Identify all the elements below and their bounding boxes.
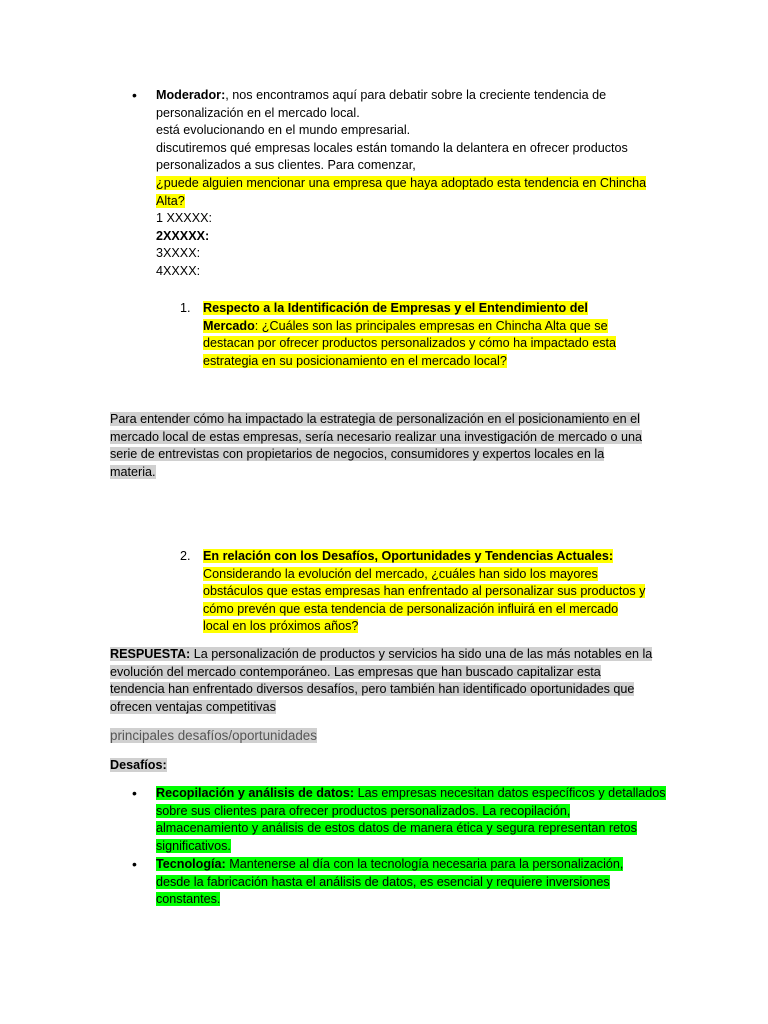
moderator-text: personalización en el mercado local. bbox=[156, 105, 360, 120]
moderator-question: ¿puede alguien mencionar una empresa que haya adoptado esta tendencia en Chincha bbox=[156, 175, 647, 190]
paragraph-line: serie de entrevistas con propietarios de negocios, consumidores y expertos locales en la bbox=[110, 447, 605, 462]
bullet-icon: • bbox=[132, 785, 137, 801]
paragraph-line: materia. bbox=[110, 464, 156, 479]
desafios-heading-text: Desafíos: bbox=[110, 758, 167, 772]
subheading bbox=[110, 727, 317, 745]
bullet-icon: • bbox=[132, 856, 137, 872]
desafios-heading bbox=[110, 757, 167, 775]
section-question: obstáculos que estas empresas han enfrentado al personalizar sus productos y bbox=[203, 584, 646, 599]
section-question: cómo prevén que esta tendencia de personalización influirá en el mercado bbox=[203, 601, 619, 616]
respuesta-block bbox=[110, 646, 670, 716]
respuesta-line: evolución del mercado contemporáneo. Las empresas que han buscado capitalizar esta bbox=[110, 664, 601, 679]
section-number: 2. bbox=[180, 549, 191, 563]
section1-block bbox=[203, 300, 643, 370]
answer-line: 2XXXXX: bbox=[156, 228, 210, 243]
moderator-text: personalizados a sus clientes. Para comenzar, bbox=[156, 158, 416, 173]
desafio-text: Mantenerse al día con la tecnología necesaria para la personalización, bbox=[225, 857, 624, 871]
section-title: En relación con los Desafíos, Oportunidades y Tendencias Actuales: bbox=[203, 549, 614, 563]
section-question: Considerando la evolución del mercado, ¿cuáles han sido los mayores bbox=[203, 566, 598, 581]
desafio-label: Recopilación y análisis de datos: bbox=[156, 786, 355, 800]
section-title: Mercado bbox=[203, 318, 255, 333]
section2-block bbox=[203, 548, 658, 636]
section-title: Respecto a la Identificación de Empresas y el Entendimiento del bbox=[203, 301, 588, 315]
moderator-text: , nos encontramos aquí para debatir sobre la creciente tendencia de bbox=[225, 88, 607, 102]
moderator-block bbox=[156, 87, 676, 281]
desafio-text: Las empresas necesitan datos específicos y detallados bbox=[354, 786, 666, 800]
desafio-text: desde la fabricación hasta el análisis de datos, es esencial y requiere inversiones bbox=[156, 874, 610, 889]
respuesta-line: tendencia han enfrentado diversos desafíos, pero también han identificado oportunidades que bbox=[110, 682, 635, 697]
desafio-text: constantes. bbox=[156, 892, 221, 907]
moderator-label: Moderador: bbox=[156, 88, 226, 102]
paragraph-line: mercado local de estas empresas, sería necesario realizar una investigación de mercado o una bbox=[110, 429, 643, 444]
section-question: estrategia en su posicionamiento en el mercado local? bbox=[203, 353, 507, 368]
respuesta-line: La personalización de productos y servicios ha sido una de las más notables en la bbox=[190, 647, 653, 661]
desafio-label: Tecnología: bbox=[156, 857, 226, 871]
moderator-question: Alta? bbox=[156, 193, 185, 208]
answer-line: 4XXXX: bbox=[156, 263, 201, 278]
paragraph-line: Para entender cómo ha impactado la estrategia de personalización en el posicionamiento en el bbox=[110, 412, 640, 426]
section-question: local en los próximos años? bbox=[203, 619, 359, 634]
moderator-text: está evolucionando en el mundo empresarial. bbox=[156, 123, 411, 138]
paragraph-1 bbox=[110, 411, 670, 481]
respuesta-line: ofrecen ventajas competitivas bbox=[110, 699, 276, 714]
respuesta-label: RESPUESTA: bbox=[110, 647, 191, 661]
section-question: destacan por ofrecer productos personalizados y cómo ha impactado esta bbox=[203, 336, 617, 351]
subheading-text: principales desafíos/oportunidades bbox=[110, 728, 317, 743]
section-question: : ¿Cuáles son las principales empresas en Chincha Alta que se bbox=[254, 318, 608, 333]
section-number: 1. bbox=[180, 301, 191, 315]
desafio-text: almacenamiento y análisis de estos datos de manera ética y segura representan retos bbox=[156, 821, 637, 836]
bullet-icon: • bbox=[132, 87, 137, 103]
desafio-item bbox=[156, 785, 666, 855]
moderator-text: discutiremos qué empresas locales están tomando la delantera en ofrecer productos bbox=[156, 140, 628, 155]
desafio-item bbox=[156, 856, 658, 909]
desafio-text: significativos. bbox=[156, 838, 231, 853]
desafio-text: sobre sus clientes para ofrecer productos personalizados. La recopilación, bbox=[156, 803, 571, 818]
answer-line: 1 XXXXX: bbox=[156, 211, 213, 226]
answer-line: 3XXXX: bbox=[156, 246, 201, 261]
